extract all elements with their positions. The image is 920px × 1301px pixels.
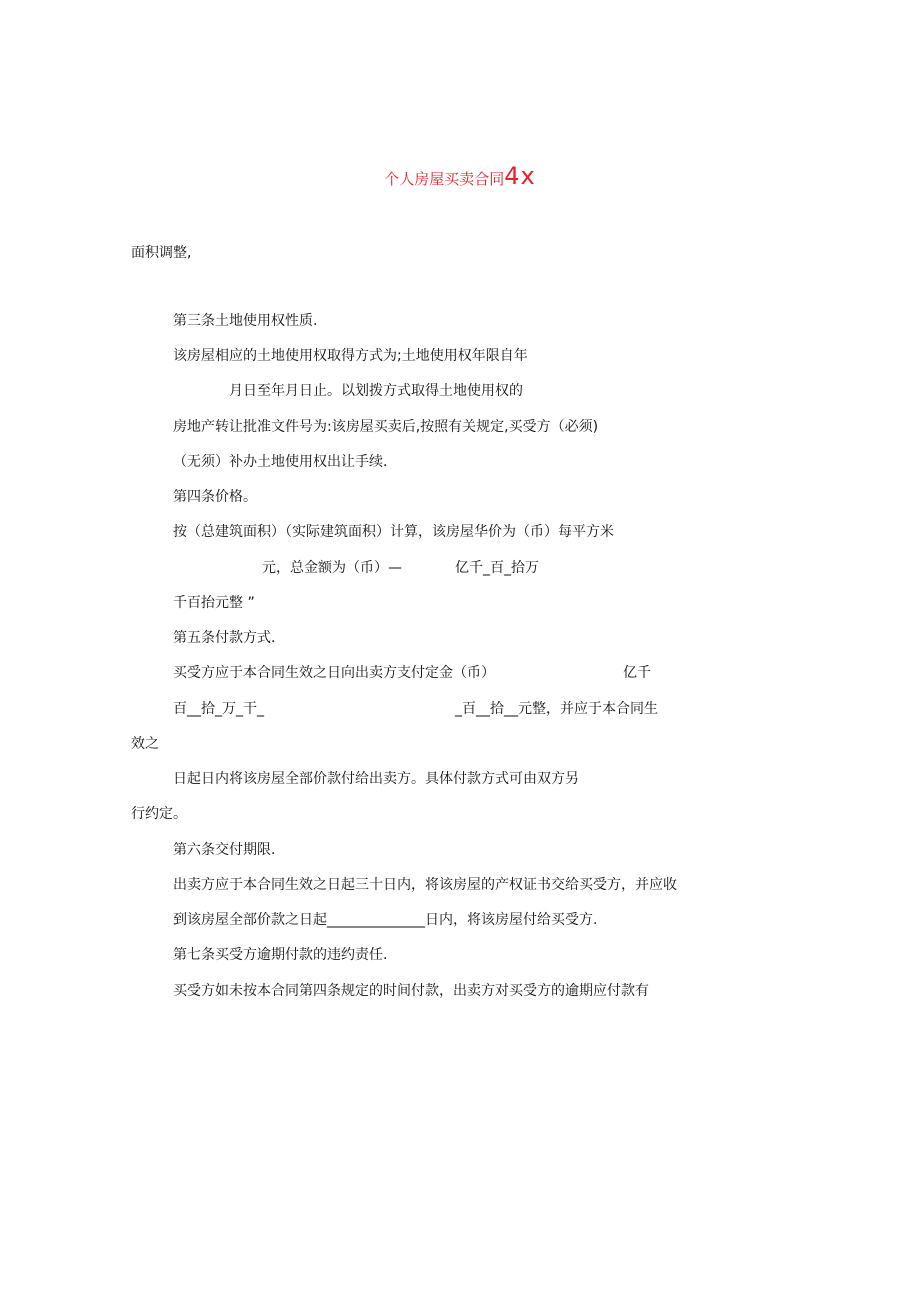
- text-line: （无须）补办土地使用权出让手续.: [173, 454, 388, 470]
- text-line: 面积调整,: [131, 245, 192, 261]
- document-title: [0, 162, 920, 193]
- text-line: 元，总金额为（币）—: [262, 560, 402, 576]
- text-line: 第三条土地使用权性质.: [173, 313, 318, 329]
- title-suffix: 4x: [504, 162, 536, 190]
- text-line: 千百抬元整 ”: [173, 595, 255, 611]
- text-line: 第五条付款方式.: [173, 630, 276, 646]
- text-line: 行约定。: [131, 806, 187, 822]
- text-line: 第六条交付期限.: [173, 842, 276, 858]
- text-line: 买受方如未按本合同第四条规定的时间付款，出卖方对买受方的逾期应付款有: [173, 983, 649, 999]
- text-line: 按（总建筑面积）（实际建筑面积）计算，该房屋华价为（币）每平方米: [173, 524, 614, 540]
- text-line: 亿千_百_拾万: [455, 560, 539, 576]
- text-line: 日起日内将该房屋全部价款付给出卖方。具体付款方式可由双方另: [173, 771, 579, 787]
- text-line: 房地产转让批准文件号为:该房屋买卖后,按照有关规定,买受方（必须): [173, 419, 599, 435]
- title-text: 个人房屋买卖合同: [384, 170, 505, 188]
- text-line: 效之: [131, 736, 159, 752]
- text-line: 第七条买受方逾期付款的违约责任.: [173, 947, 388, 963]
- text-line: 到该房屋全部价款之日起______________日内，将该房屋付给买受方.: [173, 912, 598, 928]
- text-line: _百__拾__元整，并应于本合同生: [455, 701, 658, 717]
- text-line: 买受方应于本合同生效之日向出卖方支付定金（币）: [173, 665, 495, 681]
- text-line: 月日至年月日止。以划拨方式取得土地使用权的: [229, 383, 523, 399]
- text-line: 该房屋相应的土地使用权取得方式为;土地使用权年限自年: [173, 348, 528, 364]
- text-line: 亿千: [623, 665, 651, 681]
- text-line: 第四条价格。: [173, 489, 257, 505]
- text-line: 出卖方应于本合同生效之日起三十日内，将该房屋的产权证书交给买受方，并应收: [173, 877, 677, 893]
- text-line: 百__拾_万_干_: [173, 701, 264, 717]
